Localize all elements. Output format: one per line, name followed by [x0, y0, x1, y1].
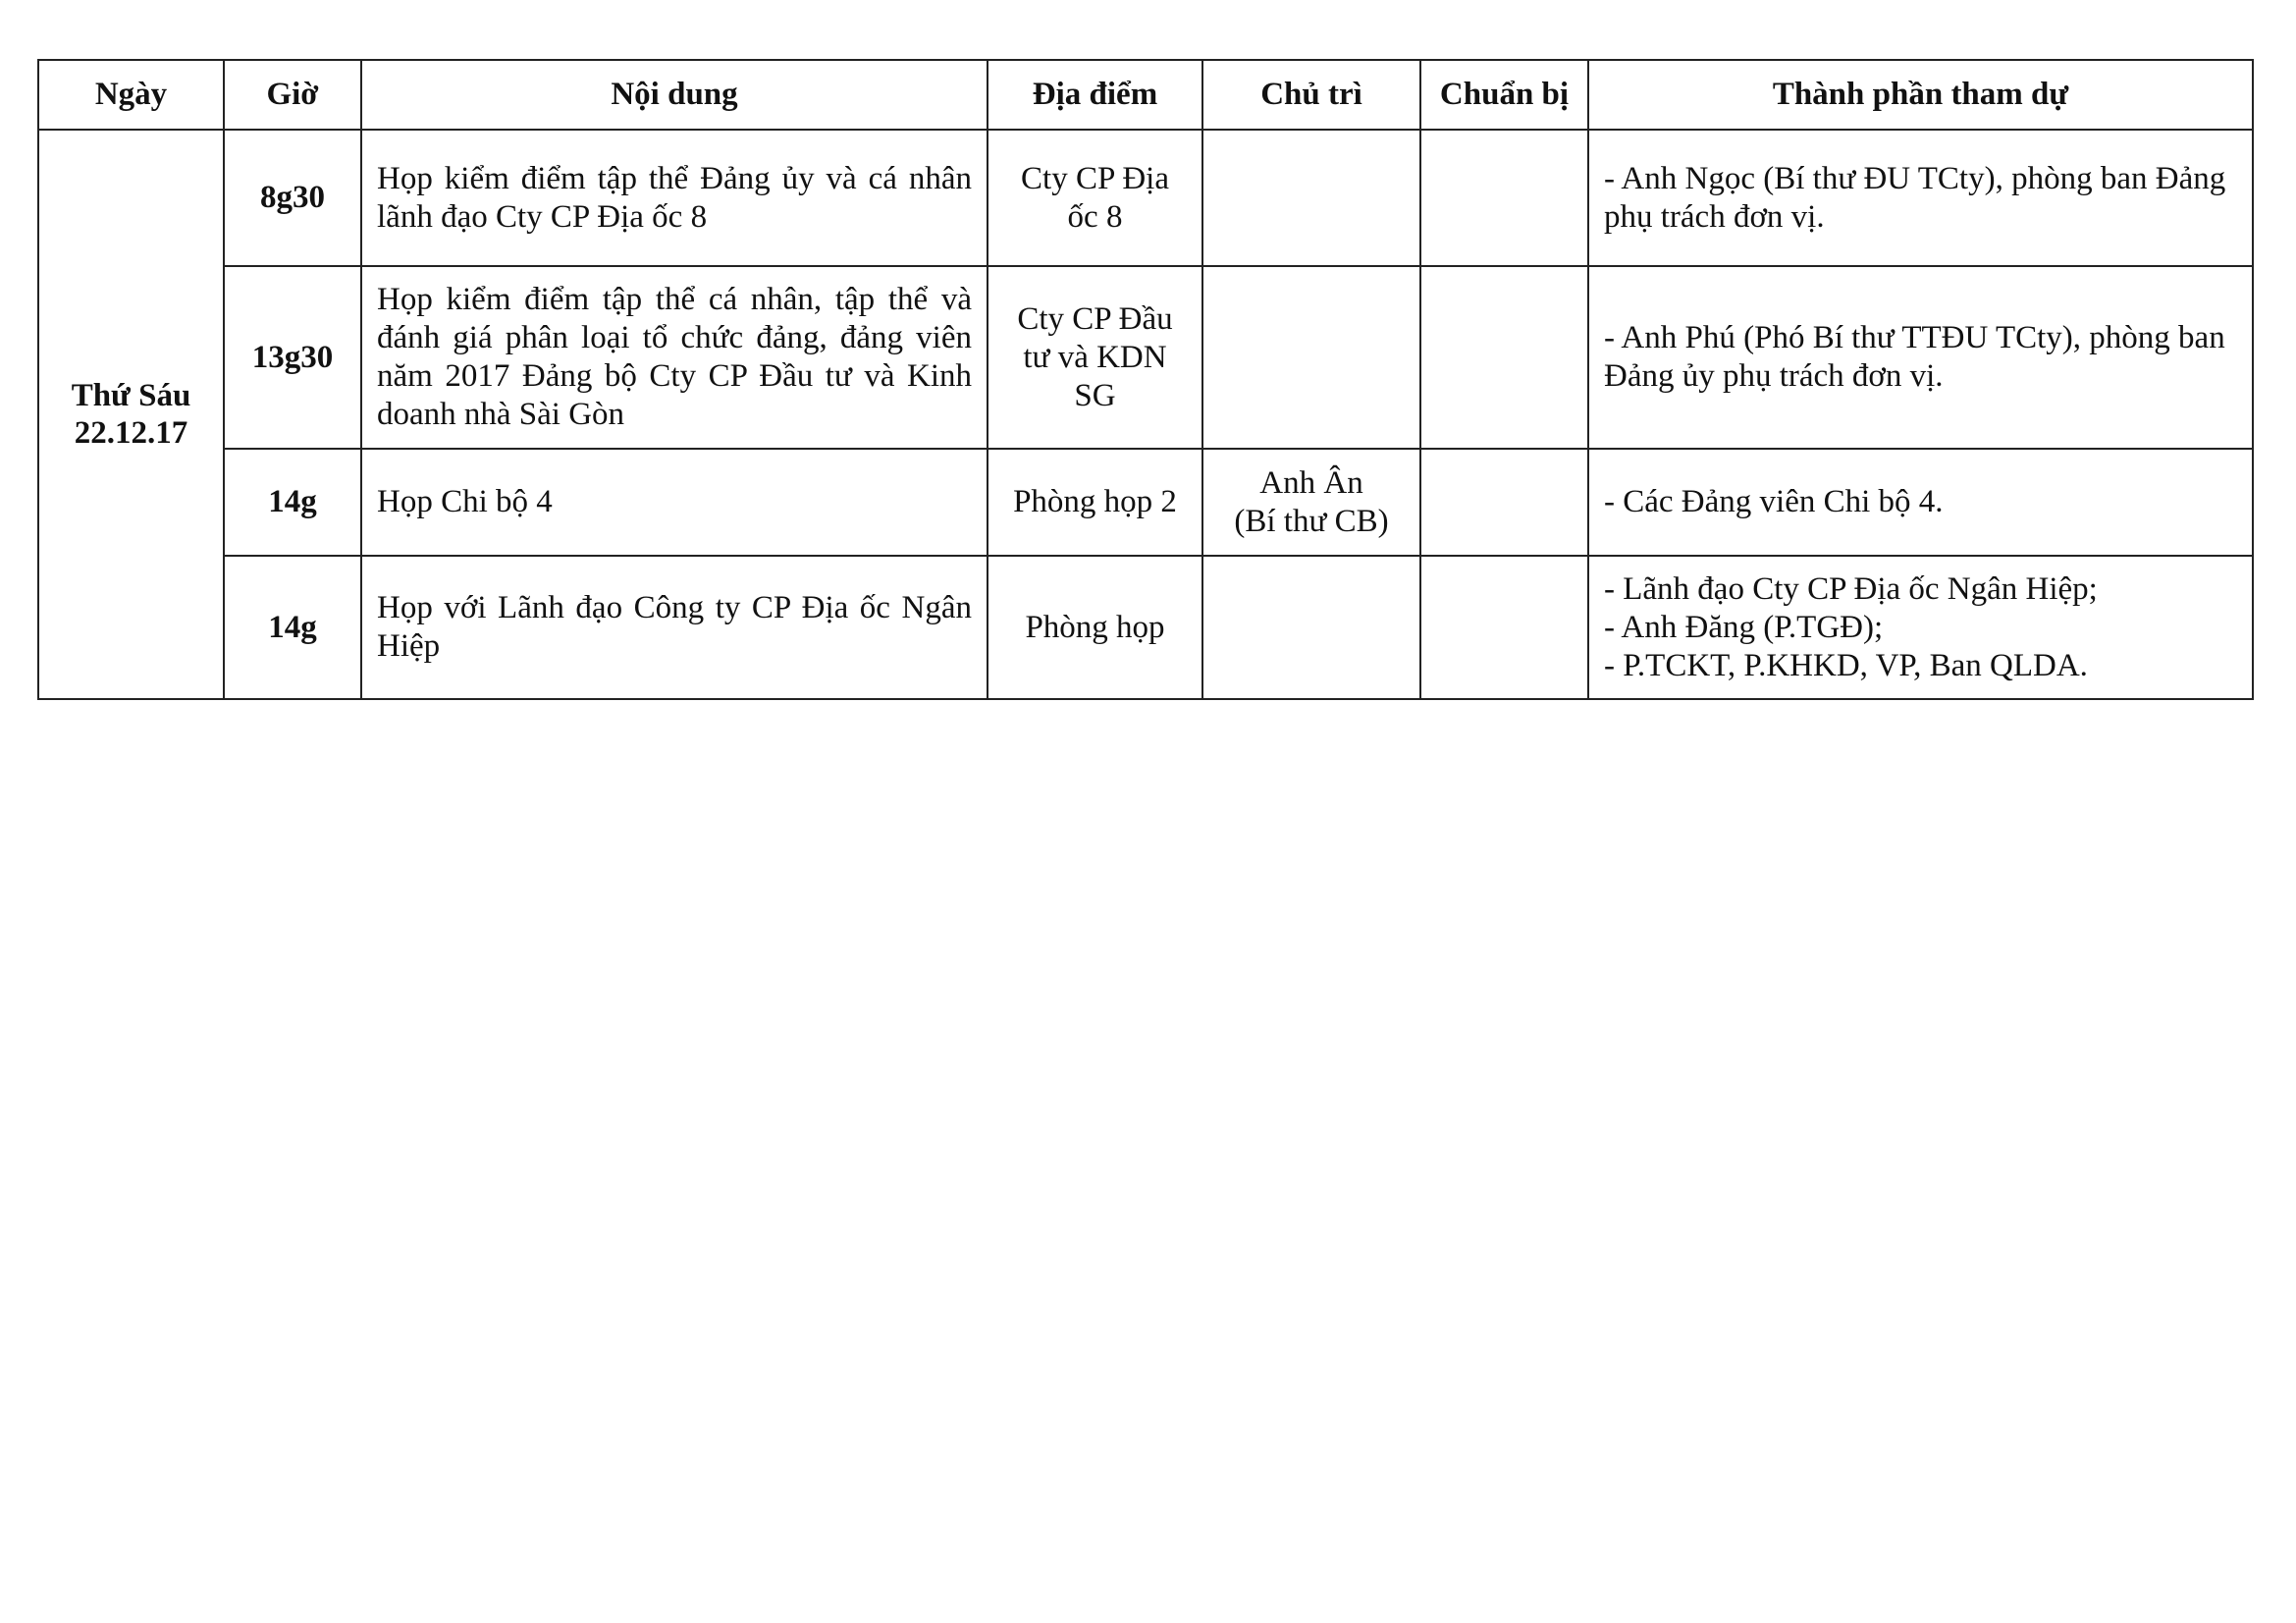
content-cell: Họp kiểm điểm tập thể Đảng ủy và cá nhân lãnh đạo Cty CP Địa ốc 8: [361, 130, 988, 266]
table-body: [38, 130, 2253, 699]
attendees-cell: [1588, 266, 2253, 449]
header-attendees: Thành phần tham dự: [1588, 60, 2253, 130]
host-cell: [1202, 449, 1420, 556]
attendees-cell: [1588, 449, 2253, 556]
content-cell: Họp kiểm điểm tập thể cá nhân, tập thể và đánh giá phân loại tổ chức đảng, đảng viên năm 2017 Đảng bộ Cty CP Đầu tư và Kinh doanh nhà Sài Gòn: [361, 266, 988, 449]
day-cell: [38, 130, 224, 699]
attendee-line: - Anh Phú (Phó Bí thư TTĐU TCty), phòng ban Đảng ủy phụ trách đơn vị.: [1604, 320, 2225, 394]
content-cell: Họp với Lãnh đạo Công ty CP Địa ốc Ngân Hiệp: [361, 556, 988, 699]
place-line: Cty CP Địa: [1021, 160, 1169, 196]
schedule-table: [37, 59, 2254, 700]
day-date: 22.12.17: [74, 415, 188, 451]
attendee-line: - Các Đảng viên Chi bộ 4.: [1604, 484, 1944, 519]
day-weekday: Thứ Sáu: [71, 378, 191, 413]
place-line: tư và KDN: [1023, 339, 1167, 375]
header-day: Ngày: [38, 60, 224, 130]
header-prep: Chuẩn bị: [1420, 60, 1588, 130]
place-cell: [988, 266, 1202, 449]
table-row: [38, 449, 2253, 556]
host-cell: [1202, 266, 1420, 449]
table-row: [38, 266, 2253, 449]
place-line: SG: [1074, 377, 1116, 413]
place-cell: [988, 449, 1202, 556]
attendees-cell: [1588, 130, 2253, 266]
place-line: Phòng họp 2: [1013, 484, 1177, 519]
header-host: Chủ trì: [1202, 60, 1420, 130]
prep-cell: [1420, 556, 1588, 699]
header-time: Giờ: [224, 60, 361, 130]
place-line: Phòng họp: [1025, 609, 1165, 645]
time-cell: 8g30: [224, 130, 361, 266]
prep-cell: [1420, 266, 1588, 449]
header-place: Địa điểm: [988, 60, 1202, 130]
attendees-cell: [1588, 556, 2253, 699]
header-content: Nội dung: [361, 60, 988, 130]
place-line: ốc 8: [1067, 198, 1123, 235]
place-line: Cty CP Đầu: [1017, 300, 1173, 337]
table-header: [38, 60, 2253, 130]
table-row: [38, 556, 2253, 699]
prep-cell: [1420, 449, 1588, 556]
content-cell: Họp Chi bộ 4: [361, 449, 988, 556]
place-cell: [988, 556, 1202, 699]
attendee-line: - Anh Đăng (P.TGĐ);: [1604, 609, 1884, 645]
table-row: [38, 130, 2253, 266]
place-cell: [988, 130, 1202, 266]
host-cell: [1202, 556, 1420, 699]
header-row: [38, 60, 2253, 130]
attendee-line: - P.TCKT, P.KHKD, VP, Ban QLDA.: [1604, 647, 2088, 683]
time-cell: 13g30: [224, 266, 361, 449]
prep-cell: [1420, 130, 1588, 266]
host-line: Anh Ân: [1259, 464, 1363, 501]
time-cell: 14g: [224, 449, 361, 556]
host-line: (Bí thư CB): [1234, 503, 1389, 539]
time-cell: 14g: [224, 556, 361, 699]
attendee-line: - Lãnh đạo Cty CP Địa ốc Ngân Hiệp;: [1604, 570, 2098, 607]
attendee-line: - Anh Ngọc (Bí thư ĐU TCty), phòng ban Đảng phụ trách đơn vị.: [1604, 160, 2226, 235]
host-cell: [1202, 130, 1420, 266]
